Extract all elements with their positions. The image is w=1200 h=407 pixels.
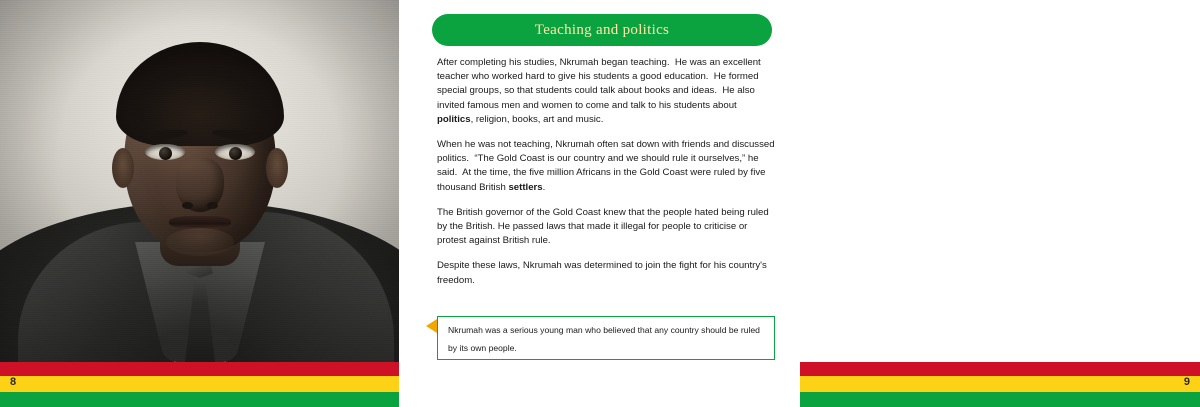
photo-grain	[0, 0, 400, 362]
flag-band-green	[800, 392, 1200, 407]
flag-bar-right	[800, 362, 1200, 407]
portrait-photo	[0, 0, 400, 362]
caption-arrow-icon	[426, 319, 437, 333]
flag-bar-left	[0, 362, 400, 407]
flag-band-gold	[800, 376, 1200, 392]
bold-term-settlers: settlers	[508, 181, 543, 193]
paragraph-1: After completing his studies, Nkrumah began teaching. He was an excellent teacher who worked hard to give his students a good education. He formed special groups, so that students could talk about books and ideas. He also invited famous men and women to come and talk to his students about politics, religion, books, art and music.	[437, 57, 761, 125]
paragraph-2: When he was not teaching, Nkrumah often sat down with friends and discussed politics. “The Gold Coast is our country and we should rule it ourselves,” he said. At the time, the five million Africans in the Gold Coast were ruled by five thousand British settlers.	[437, 139, 775, 193]
flag-band-red	[800, 362, 1200, 376]
paragraph-4: Despite these laws, Nkrumah was determined to join the fight for his country's freedom.	[437, 260, 767, 286]
body-text	[437, 56, 775, 299]
page-number-right: 9	[1183, 376, 1190, 388]
bold-term-politics: politics	[437, 113, 471, 125]
page-number-left: 8	[10, 376, 17, 388]
section-heading-banner	[432, 14, 772, 46]
flag-band-green	[0, 392, 400, 407]
page-gutter	[399, 0, 401, 407]
paragraph-3: The British governor of the Gold Coast knew that the people hated being ruled by the British. He passed laws that made it illegal for people to criticise or protest against British rule.	[437, 206, 769, 247]
flag-band-gold	[0, 376, 400, 392]
page-title: Teaching and politics	[534, 21, 670, 38]
left-page	[0, 0, 400, 407]
photo-caption-box	[437, 316, 775, 360]
photo-caption-text: Nkrumah was a serious young man who believed that any country should be ruled by its own people.	[448, 325, 760, 353]
right-page	[400, 0, 1190, 407]
flag-band-red	[0, 362, 400, 376]
